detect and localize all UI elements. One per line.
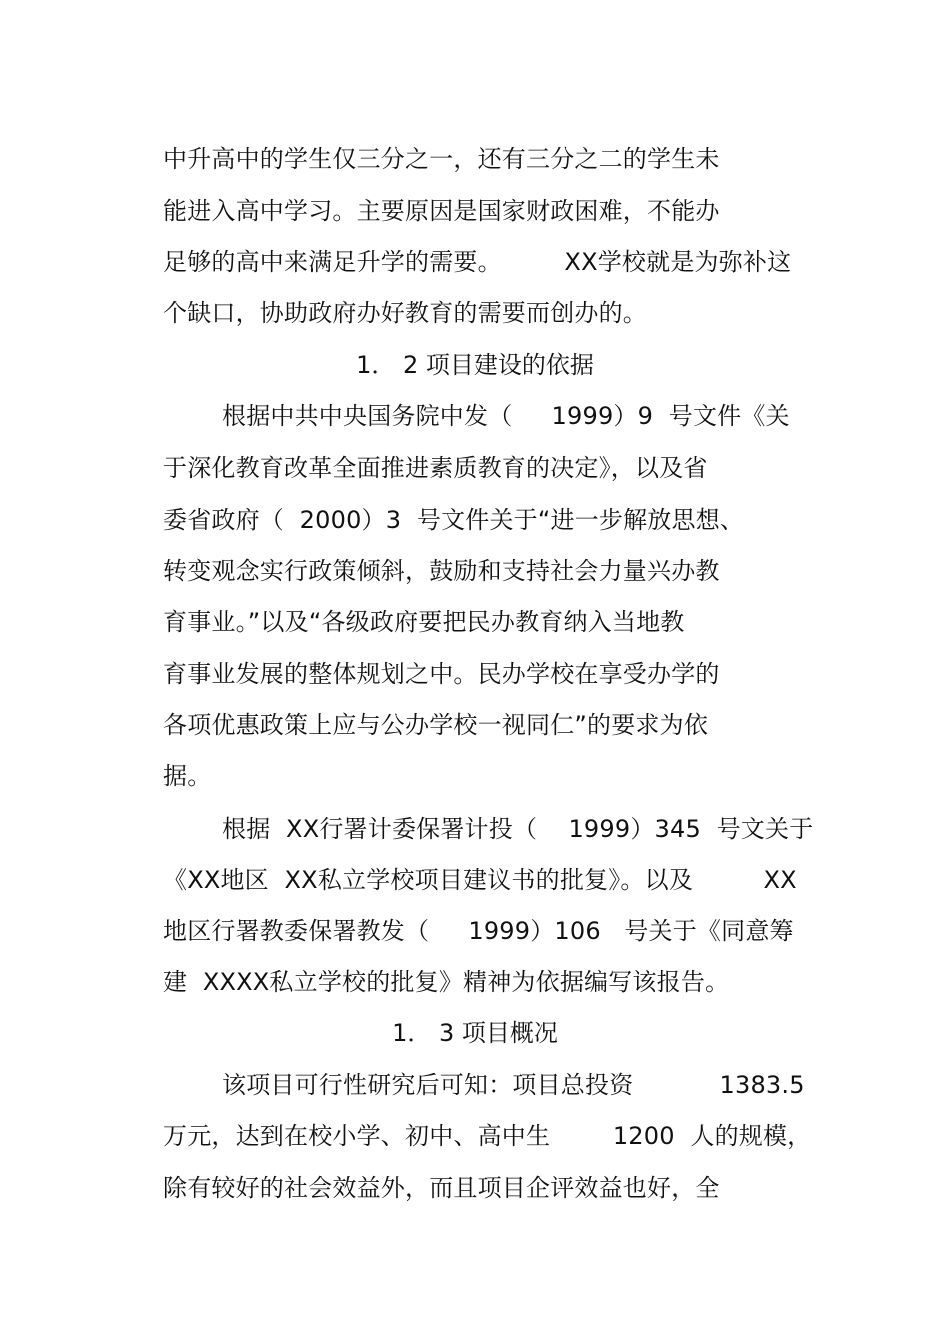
- text-line: 据。: [163, 762, 212, 790]
- text-line: 于深化教育改革全面推进素质教育的决定》，以及省: [163, 454, 708, 482]
- paragraph-start-line: 该项目可行性研究后可知：项目总投资 1383.5: [222, 1071, 805, 1099]
- section-heading-1-3: 1． 3 项目概况: [392, 1019, 558, 1047]
- section-heading-1-2: 1． 2 项目建设的依据: [356, 351, 594, 379]
- text-line: 建 XXXX私立学校的批复》精神为依据编写该报告。: [163, 968, 730, 996]
- text-line: 个缺口，协助政府办好教育的需要而创办的。: [163, 299, 647, 327]
- text-line: 足够的高中来满足升学的需要。 XX学校就是为弥补这: [163, 248, 792, 276]
- text-line: 转变观念实行政策倾斜，鼓励和支持社会力量兴办教: [163, 557, 720, 585]
- text-line: 除有较好的社会效益外，而且项目企评效益也好，全: [163, 1174, 720, 1202]
- text-line: 各项优惠政策上应与公办学校一视同仁”的要求为依: [163, 711, 709, 739]
- text-line: 委省政府（ 2000）3 号文件关于“进一步解放思想、: [163, 506, 745, 534]
- paragraph-start-line: 根据中共中央国务院中发（ 1999）9 号文件《关: [222, 402, 790, 430]
- text-line: 中升高中的学生仅三分之一，还有三分之二的学生未: [163, 145, 720, 173]
- text-line: 万元，达到在校小学、初中、高中生 1200 人的规模，: [163, 1122, 812, 1150]
- text-line: 《XX地区 XX私立学校项目建议书的批复》。以及 XX: [163, 866, 797, 894]
- text-line: 地区行署教委保署教发（ 1999）106 号关于《同意筹: [163, 917, 794, 945]
- paragraph-start-line: 根据 XX行署计委保署计投（ 1999）345 号文关于: [222, 815, 814, 843]
- text-line: 育事业发展的整体规划之中。民办学校在享受办学的: [163, 660, 720, 688]
- text-line: 育事业。”以及“各级政府要把民办教育纳入当地教: [163, 608, 685, 636]
- text-line: 能进入高中学习。主要原因是国家财政困难，不能办: [163, 197, 720, 225]
